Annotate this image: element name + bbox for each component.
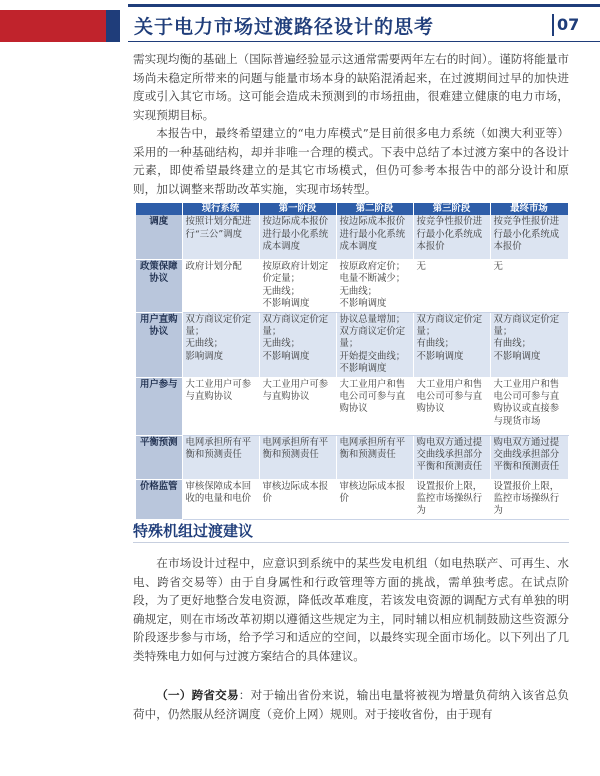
table-cell: 按原政府定价； 电量不断减少； 无曲线； 不影响调度	[336, 259, 413, 312]
table-cell: 设置报价上限，监控市场操纵行为	[413, 479, 490, 519]
table-cell: 电网承担所有平衡和预测责任	[182, 435, 259, 479]
table-cell: 购电双方通过提交曲线承担部分平衡和预测责任	[490, 435, 568, 479]
table-row	[136, 215, 568, 259]
header-underline	[128, 41, 600, 42]
table-cell: 双方商议定价定量； 有曲线； 不影响调度	[490, 312, 568, 377]
table-header-cell: 第三阶段	[413, 203, 490, 215]
page-number-divider	[552, 14, 554, 36]
section-title: 特殊机组过渡建议	[133, 522, 254, 540]
table-header-cell	[136, 203, 182, 215]
table-row	[136, 377, 568, 435]
table-cell: 审核保障成本回收的电量和电价	[182, 479, 259, 519]
header-accent-block	[0, 10, 120, 42]
section-divider	[133, 542, 569, 543]
header-accent-red	[0, 10, 120, 42]
table-header-cell: 第一阶段	[259, 203, 336, 215]
table-row-header: 调度	[136, 215, 182, 259]
table-header-cell: 现行系统	[182, 203, 259, 215]
transition-design-table	[136, 203, 569, 520]
table-row-header: 价格监管	[136, 479, 182, 519]
table-cell: 双方商议定价定量； 无曲线； 不影响调度	[259, 312, 336, 377]
table-cell: 购电双方通过提交曲线承担部分平衡和预测责任	[413, 435, 490, 479]
paragraph-3: 在市场设计过程中，应意识到系统中的某些发电机组（如电热联产、可再生、水电、跨省交易等）由于自身属性和行政管理等方面的挑战，需单独考虑。在试点阶段，为了更好地整合发电资源，降低改革难度，若该发电资源的调配方式有单独的明确规定，则在市场改革初期以遵循这些规定为主，同时辅以相应机制鼓励这些资源分阶段逐步参与市场，给予学习和适应的空间，以最终实现全面市场化。以下列出了几类特殊电力如何与过渡方案结合的具体建议。	[133, 556, 569, 663]
header-accent-navy	[106, 10, 120, 42]
paragraph-1: 需实现均衡的基础上（国际普遍经验显示这通常需要两年左右的时间）。谨防将能量市场尚未稳定所带来的问题与能量市场本身的缺陷混淆起来，在过渡期间过早的加快进度或引入其它市场。这可能会造成未预测到的市场扭曲，很难建立健康的电力市场，实现预期目标。	[133, 52, 569, 122]
table-cell: 无	[413, 259, 490, 312]
table-row-header: 政策保障协议	[136, 259, 182, 312]
table-cell: 审核边际成本报价	[336, 479, 413, 519]
table-header-row	[136, 203, 568, 215]
table-cell: 协议总量增加； 双方商议定价定量； 开始提交曲线； 不影响调度	[336, 312, 413, 377]
table-cell: 审核边际成本报价	[259, 479, 336, 519]
table-cell: 政府计划分配	[182, 259, 259, 312]
paragraph-4	[133, 686, 569, 723]
table-cell: 按照计划分配进行“三公”调度	[182, 215, 259, 259]
table-row-header: 用户直购协议	[136, 312, 182, 377]
table-cell: 大工业用户和售电公司可参与直购协议	[413, 377, 490, 435]
table-row	[136, 479, 568, 519]
table-cell: 电网承担所有平衡和预测责任	[336, 435, 413, 479]
table-cell: 按边际成本报价进行最小化系统成本调度	[259, 215, 336, 259]
table-header-cell: 第二阶段	[336, 203, 413, 215]
header-top-rule	[128, 4, 600, 7]
table-cell: 按边际成本报价进行最小化系统成本调度	[336, 215, 413, 259]
table-row-header: 平衡预测	[136, 435, 182, 479]
paragraph-2: 本报告中，最终希望建立的“电力库模式”是目前很多电力系统（如澳大利亚等）采用的一种基础结构，却并非唯一合理的模式。下表中总结了本过渡方案中的各设计元素，即使希望最终建立的是其它市场模式，但仍可参考本报告中的部分设计和原则，加以调整来帮助改革实施，实现市场转型。	[133, 126, 569, 196]
table-row-header: 用户参与	[136, 377, 182, 435]
table-row	[136, 312, 568, 377]
table-cell: 按原政府计划定价定量； 无曲线； 不影响调度	[259, 259, 336, 312]
table-cell: 大工业用户和售电公司可参与直购协议或直接参与现货市场	[490, 377, 568, 435]
table-cell: 无	[490, 259, 568, 312]
table-cell: 设置报价上限，监控市场操纵行为	[490, 479, 568, 519]
table-cell: 按竞争性报价进行最小化系统成本报价	[490, 215, 568, 259]
table-header-cell: 最终市场	[490, 203, 568, 215]
table-row	[136, 259, 568, 312]
paragraph-4-lead: （一）跨省交易	[156, 688, 239, 702]
table-cell: 按竞争性报价进行最小化系统成本报价	[413, 215, 490, 259]
table-cell: 大工业用户可参与直购协议	[259, 377, 336, 435]
page-title: 关于电力市场过渡路径设计的思考	[134, 16, 435, 38]
table-row	[136, 435, 568, 479]
table-cell: 大工业用户和售电公司可参与直购协议	[336, 377, 413, 435]
paragraph-4-text: ：对于输出省份来说，输出电量将被视为增量负荷纳入该省总负荷中，仍然服从经济调度（竞价上网）规则。对于接收省份，由于现有	[133, 688, 569, 721]
table-cell: 电网承担所有平衡和预测责任	[259, 435, 336, 479]
page-number: 07	[557, 15, 580, 34]
table-cell: 双方商议定价定量； 无曲线； 影响调度	[182, 312, 259, 377]
table-cell: 双方商议定价定量； 有曲线； 不影响调度	[413, 312, 490, 377]
table-cell: 大工业用户可参与直购协议	[182, 377, 259, 435]
